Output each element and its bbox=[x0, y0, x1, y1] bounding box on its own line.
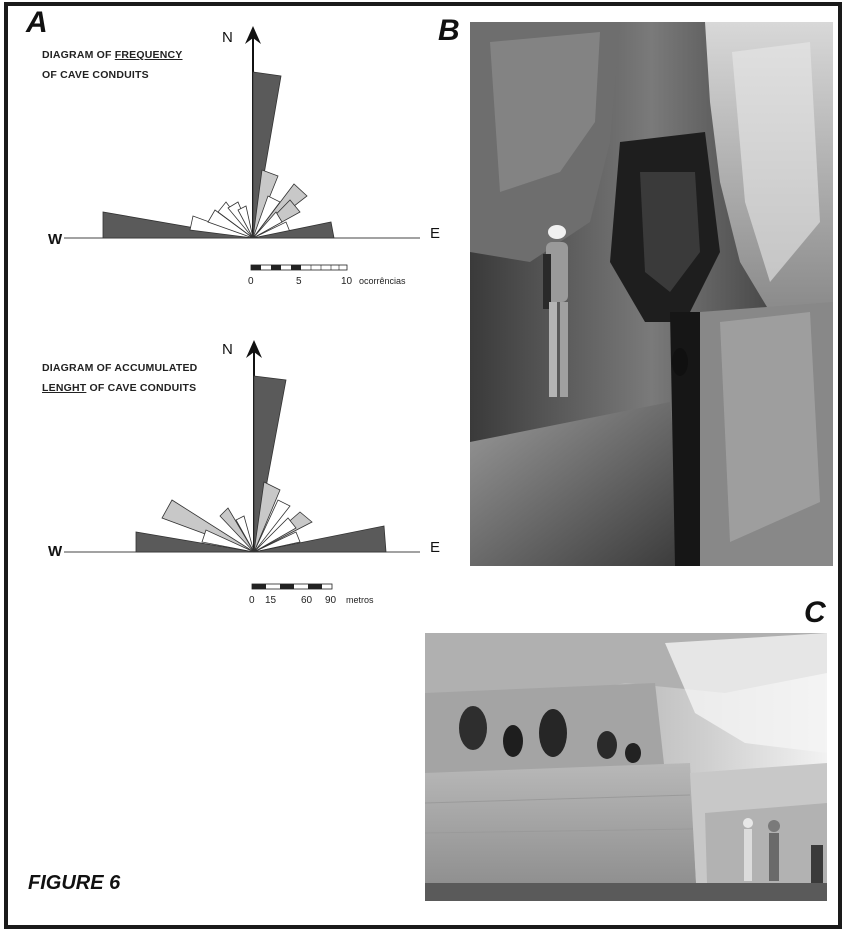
length-scale-tick: 60 bbox=[301, 595, 313, 606]
length-n-label: N bbox=[222, 341, 233, 358]
length-title-underlined: LENGHT bbox=[42, 382, 87, 394]
rose-diagrams bbox=[0, 0, 460, 640]
panel-letter-a: A bbox=[26, 6, 48, 39]
frequency-e-label: E bbox=[430, 225, 441, 242]
length-diagram-title: DIAGRAM OF ACCUMULATED LENGHT OF CAVE CONDUITS bbox=[42, 362, 198, 394]
frequency-scale-tick: 0 bbox=[248, 276, 254, 287]
length-scale-tick: 90 bbox=[325, 595, 337, 606]
frequency-w-label: W bbox=[48, 231, 63, 248]
length-scale-tick: 0 bbox=[249, 595, 255, 606]
frequency-diagram-title: DIAGRAM OF FREQUENCY OF CAVE CONDUITS bbox=[42, 49, 183, 81]
frequency-title-underlined: FREQUENCY bbox=[114, 49, 183, 61]
length-scale-bar bbox=[249, 584, 374, 606]
length-scale-unit: metros bbox=[346, 595, 374, 605]
frequency-n-label: N bbox=[222, 29, 233, 46]
cave-photo-b-image bbox=[470, 22, 833, 566]
cave-photo-c-image bbox=[425, 633, 827, 901]
panel-letter-c: C bbox=[804, 596, 826, 629]
length-w-label: W bbox=[48, 543, 63, 560]
figure-label: FIGURE 6 bbox=[28, 872, 121, 894]
frequency-scale-tick: 10 bbox=[341, 276, 353, 287]
frequency-scale-tick: 5 bbox=[296, 276, 302, 287]
length-scale-tick: 15 bbox=[265, 595, 277, 606]
length-rose bbox=[48, 340, 440, 606]
panel-letter-b: B bbox=[438, 14, 460, 47]
frequency-rose bbox=[48, 26, 440, 287]
cave-photo-b bbox=[470, 22, 833, 566]
frequency-scale-unit: ocorrências bbox=[359, 276, 406, 286]
cave-photo-c bbox=[425, 633, 827, 901]
frequency-scale-bar bbox=[248, 265, 406, 287]
length-e-label: E bbox=[430, 539, 441, 556]
